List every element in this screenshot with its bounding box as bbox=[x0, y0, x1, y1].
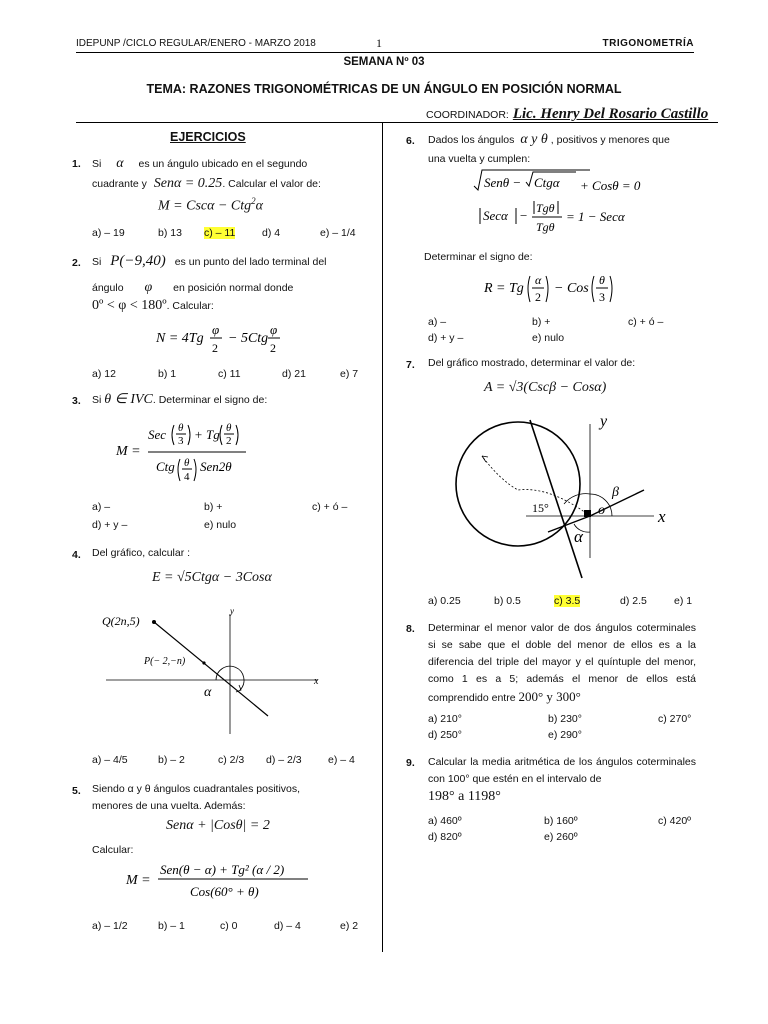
alpha-symbol: α bbox=[116, 156, 124, 171]
coordinador-label: COORDINADOR: bbox=[426, 109, 509, 121]
q1-text4: . Calcular el valor de: bbox=[222, 178, 321, 190]
q3-text1: Si bbox=[92, 394, 102, 406]
column-divider bbox=[382, 122, 383, 952]
svg-text:− 5Ctg: − 5Ctg bbox=[228, 331, 269, 346]
svg-text:φ: φ bbox=[212, 322, 220, 337]
q7-label-x: x bbox=[658, 507, 666, 526]
q5-opt-e: e) 2 bbox=[340, 920, 359, 932]
q5-opt-c: c) 0 bbox=[220, 920, 238, 932]
q9-opt-d: d) 820º bbox=[428, 831, 462, 843]
q5-formula bbox=[124, 858, 324, 902]
svg-text:θ: θ bbox=[178, 422, 184, 434]
q4-label-alpha: α bbox=[204, 685, 212, 700]
q6-number: 6. bbox=[406, 135, 415, 147]
svg-text:Cos(60° + θ): Cos(60° + θ) bbox=[190, 884, 259, 899]
q6-opt-b: b) + bbox=[532, 316, 551, 328]
q2-opt-a: a) 12 bbox=[92, 368, 116, 380]
q3-line1 bbox=[92, 392, 267, 408]
q1-opt-d: d) 4 bbox=[262, 227, 281, 239]
q4-opt-a: a) – 4/5 bbox=[92, 754, 128, 766]
q8-text bbox=[428, 620, 696, 707]
header-left: IDEPUNP /CICLO REGULAR/ENERO - MARZO 2018 bbox=[76, 38, 316, 49]
q6-opt-c: c) + ó – bbox=[628, 316, 664, 328]
q8-opt-c: c) 270° bbox=[658, 713, 692, 725]
svg-text:Ctgα: Ctgα bbox=[534, 175, 560, 190]
svg-text:Sec: Sec bbox=[148, 427, 167, 442]
q2-line2 bbox=[92, 280, 362, 296]
q7-text: Del gráfico mostrado, determinar el valor de: bbox=[428, 357, 636, 369]
q6-text1: Dados los ángulos bbox=[428, 134, 515, 146]
q8-range: 200° y 300° bbox=[518, 689, 581, 704]
tema-title: TEMA: RAZONES TRIGONOMÉTRICAS DE UN ÁNGULO EN POSICIÓN NORMAL bbox=[146, 82, 622, 96]
svg-text:Tgθ: Tgθ bbox=[536, 220, 555, 234]
q3-opt-c: c) + ó – bbox=[312, 501, 348, 513]
svg-text:3: 3 bbox=[599, 290, 605, 304]
q4-text: Del gráfico, calcular : bbox=[92, 547, 191, 559]
q2-text3: ángulo bbox=[92, 282, 124, 294]
q7-opt-b: b) 0.5 bbox=[494, 595, 521, 607]
header-divider bbox=[76, 122, 718, 123]
q9-opt-e: e) 260º bbox=[544, 831, 578, 843]
semana-title: SEMANA Nº 03 bbox=[343, 56, 425, 68]
q3-opt-b: b) + bbox=[204, 501, 223, 513]
q6-opt-a: a) – bbox=[428, 316, 447, 328]
q9-opt-c: c) 420º bbox=[658, 815, 692, 827]
q5-number: 5. bbox=[72, 785, 81, 797]
q8-opt-a: a) 210° bbox=[428, 713, 462, 725]
q5-opt-b: b) – 1 bbox=[158, 920, 185, 932]
q4-opt-d: d) – 2/3 bbox=[266, 754, 302, 766]
q2-text1: Si bbox=[92, 256, 102, 268]
svg-text:2: 2 bbox=[226, 435, 232, 447]
q1-opt-b: b) 13 bbox=[158, 227, 182, 239]
q1-number: 1. bbox=[72, 158, 81, 170]
q6-text2: , positivos y menores que bbox=[550, 134, 670, 146]
q8-opt-e: e) 290° bbox=[548, 729, 582, 741]
svg-text:θ: θ bbox=[599, 273, 605, 287]
q7-number: 7. bbox=[406, 359, 415, 371]
q7-label-y: y bbox=[600, 413, 608, 430]
q2-line3 bbox=[92, 298, 214, 314]
q1-text-line2 bbox=[92, 176, 372, 192]
svg-text:Tgθ: Tgθ bbox=[536, 201, 555, 215]
svg-text:− Cos: − Cos bbox=[554, 281, 589, 296]
q9-text bbox=[428, 754, 696, 806]
q2-opt-d: d) 21 bbox=[282, 368, 306, 380]
page-header bbox=[76, 36, 694, 53]
q6-angles: α y θ bbox=[520, 132, 548, 147]
header-subject: TRIGONOMETRÍA bbox=[602, 38, 694, 49]
coordinador bbox=[426, 106, 708, 123]
q1-opt-a: a) – 19 bbox=[92, 227, 125, 239]
q7-label-o: o bbox=[598, 503, 605, 518]
svg-text:2: 2 bbox=[270, 341, 276, 355]
q1-text bbox=[92, 156, 362, 172]
q2-point: P(−9,40) bbox=[110, 253, 166, 269]
q3-cond: θ ∈ IVC bbox=[104, 392, 153, 407]
q2-cond: 0º < φ < 180º bbox=[92, 298, 167, 313]
q9-opt-a: a) 460º bbox=[428, 815, 462, 827]
q7-label-beta: β bbox=[612, 485, 619, 500]
q7-graph bbox=[440, 400, 700, 590]
q4-opt-b: b) – 2 bbox=[158, 754, 185, 766]
svg-text:M =: M = bbox=[126, 873, 151, 888]
svg-text:Sen(θ − α) + Tg² (α / 2): Sen(θ − α) + Tg² (α / 2) bbox=[160, 862, 285, 877]
q9-body: Calcular la media aritmética de los ángulos coterminales con 100° que estén en el intervalo de bbox=[428, 756, 696, 785]
q6-text4: Determinar el signo de: bbox=[424, 251, 533, 263]
q7-opt-e: e) 1 bbox=[674, 595, 693, 607]
q5-text1: Siendo α y θ ángulos cuadrantales positivos, bbox=[92, 783, 301, 795]
svg-text:α: α bbox=[535, 273, 542, 287]
q3-opt-e: e) nulo bbox=[204, 519, 237, 531]
svg-text:Senθ −: Senθ − bbox=[484, 175, 522, 190]
q9-number: 9. bbox=[406, 757, 415, 769]
svg-text:M =: M = bbox=[116, 444, 141, 459]
svg-text:N = 4Tg: N = 4Tg bbox=[156, 331, 204, 346]
q8-body: Determinar el menor valor de dos ángulos coterminales si se sabe que el doble del menor de ellos es a la diferencia del triple del mayor y el quíntuple del menor, como 1 es a 5; además el menor de ellos está comprendido entre bbox=[428, 622, 696, 704]
phi-symbol: φ bbox=[144, 280, 153, 295]
section-title: EJERCICIOS bbox=[170, 130, 246, 144]
svg-text:φ: φ bbox=[270, 322, 278, 337]
q4-label-x: x bbox=[314, 676, 319, 687]
q2-number: 2. bbox=[72, 257, 81, 269]
q8-opt-d: d) 250° bbox=[428, 729, 462, 741]
q8-number: 8. bbox=[406, 623, 415, 635]
q7-opt-a: a) 0.25 bbox=[428, 595, 461, 607]
q7-label-angle: 15° bbox=[532, 501, 549, 515]
svg-text:Sen2θ: Sen2θ bbox=[200, 459, 232, 474]
q2-opt-e: e) 7 bbox=[340, 368, 359, 380]
svg-text:2: 2 bbox=[535, 290, 541, 304]
q6-opt-d: d) + y – bbox=[428, 332, 464, 344]
q1-formula: M = Cscα − Ctg$^2$α bbox=[158, 196, 264, 214]
svg-text:θ: θ bbox=[226, 422, 232, 434]
q3-text2: . Determinar el signo de: bbox=[152, 394, 268, 406]
q3-number: 3. bbox=[72, 395, 81, 407]
q4-label-Q: Q(2n,5) bbox=[102, 614, 140, 628]
q2-formula bbox=[150, 318, 290, 358]
q9-range: 198° a 1198° bbox=[428, 789, 501, 804]
page-number: 1 bbox=[376, 36, 382, 50]
q2-text2: es un punto del lado terminal del bbox=[174, 256, 327, 268]
q1-opt-c: c) – 11 bbox=[204, 227, 236, 239]
q2-opt-b: b) 1 bbox=[158, 368, 177, 380]
q5-cond: Senα + |Cosθ| = 2 bbox=[166, 818, 270, 833]
q3-opt-a: a) – bbox=[92, 501, 111, 513]
q4-opt-c: c) 2/3 bbox=[218, 754, 245, 766]
q2-opt-c: c) 11 bbox=[218, 368, 241, 380]
q6-opt-e: e) nulo bbox=[532, 332, 565, 344]
svg-text:3: 3 bbox=[178, 435, 184, 447]
q4-opt-e: e) – 4 bbox=[328, 754, 355, 766]
svg-text:−: − bbox=[520, 208, 528, 223]
svg-text:Secα: Secα bbox=[483, 208, 508, 223]
q5-opt-a: a) – 1/2 bbox=[92, 920, 128, 932]
svg-text:R = Tg: R = Tg bbox=[484, 281, 524, 296]
q4-label-y: y bbox=[230, 606, 234, 616]
q7-label-alpha: α bbox=[574, 527, 583, 546]
q1-text3: cuadrante y bbox=[92, 178, 147, 190]
q5-opt-d: d) – 4 bbox=[274, 920, 301, 932]
q2-text4: en posición normal donde bbox=[173, 282, 294, 294]
q9-opt-b: b) 160º bbox=[544, 815, 578, 827]
q1-opt-e: e) – 1/4 bbox=[320, 227, 356, 239]
q3-opt-d: d) + y – bbox=[92, 519, 128, 531]
svg-text:+ Tg: + Tg bbox=[194, 427, 220, 442]
q1-text1: Si bbox=[92, 158, 102, 170]
q2-line1 bbox=[92, 254, 362, 270]
svg-text:+ Cosθ = 0: + Cosθ = 0 bbox=[580, 178, 641, 193]
q7-opt-c: c) 3.5 bbox=[554, 595, 581, 607]
q4-graph bbox=[96, 600, 336, 740]
q3-formula bbox=[112, 415, 272, 490]
q6-line1 bbox=[428, 132, 670, 148]
q1-text2: es un ángulo ubicado en el segundo bbox=[138, 158, 308, 170]
q6-text3: una vuelta y cumplen: bbox=[428, 153, 531, 165]
svg-text:= 1 − Secα: = 1 − Secα bbox=[566, 209, 625, 224]
q1-expr: Senα = 0.25 bbox=[153, 176, 223, 191]
q5-text2: menores de una vuelta. Además: bbox=[92, 800, 246, 812]
q4-label-P: P(− 2,−n) bbox=[144, 656, 186, 667]
q6-formulas bbox=[472, 168, 672, 238]
svg-text:2: 2 bbox=[212, 341, 218, 355]
q7-formula: A = √3(Cscβ − Cosα) bbox=[484, 380, 607, 395]
q8-opt-b: b) 230° bbox=[548, 713, 582, 725]
svg-text:Ctg: Ctg bbox=[156, 459, 175, 474]
q2-text5: . Calcular: bbox=[166, 300, 214, 312]
q4-number: 4. bbox=[72, 549, 81, 561]
q5-text3: Calcular: bbox=[92, 844, 134, 856]
coordinador-name: Lic. Henry Del Rosario Castillo bbox=[512, 106, 709, 122]
q7-opt-d: d) 2.5 bbox=[620, 595, 647, 607]
q6-formula-R bbox=[480, 268, 640, 308]
svg-text:4: 4 bbox=[184, 471, 190, 483]
q4-formula: E = √5Ctgα − 3Cosα bbox=[152, 570, 272, 585]
svg-text:θ: θ bbox=[184, 457, 190, 469]
